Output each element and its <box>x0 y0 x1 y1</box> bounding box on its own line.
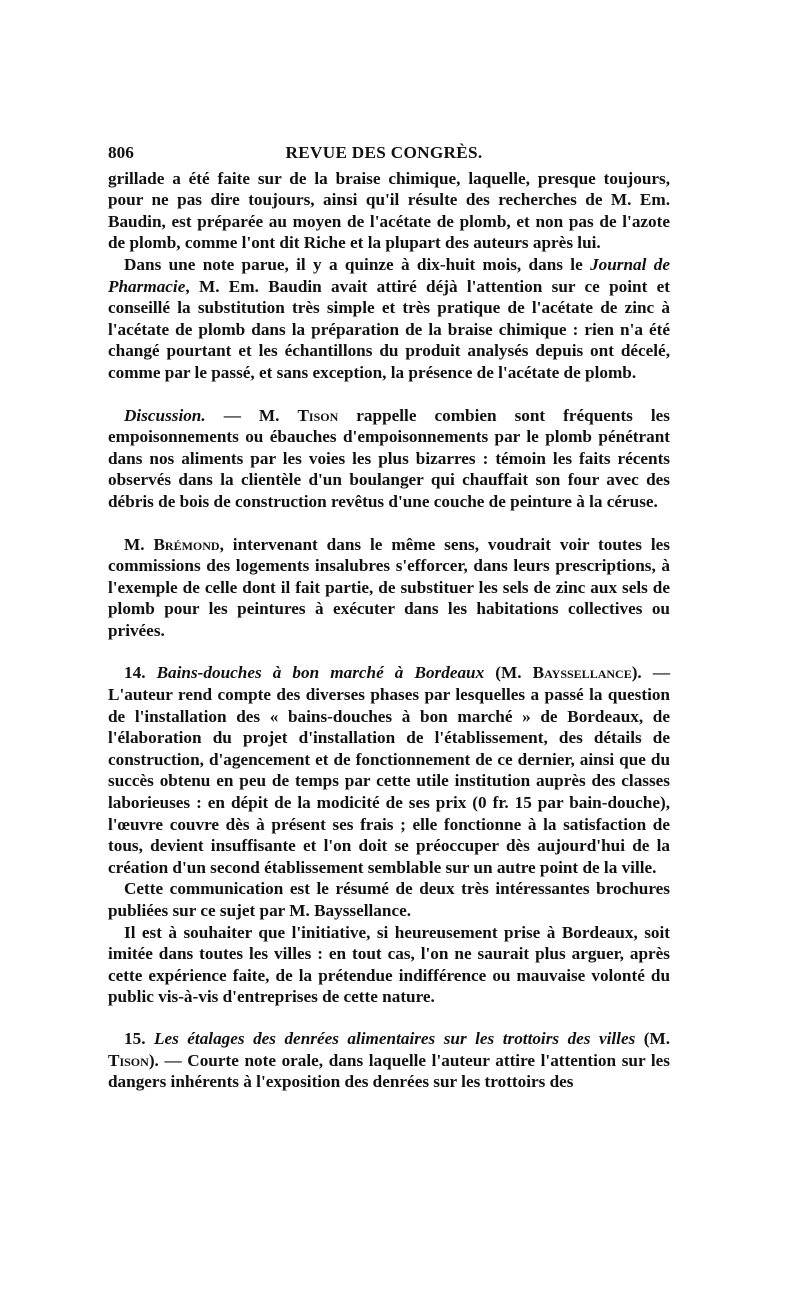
section-15-etalages: 15. Les étalages des denrées alimentaires sur les trottoirs des villes (M. Tison). — Courte note orale, dans laquelle l'auteur attire l'attention sur les dangers inhérents à l'exposition des denrées sur les trottoirs des <box>108 1028 671 1092</box>
section-title: Bains-douches à bon marché à Bordeaux <box>156 663 485 683</box>
paragraph-braise-chimique <box>108 168 670 254</box>
author-name: Bayssellance <box>532 663 632 683</box>
paragraph-note-baudin <box>108 254 670 384</box>
section-title: Les étalages des denrées alimentaires sur les trottoirs des villes <box>153 1028 636 1048</box>
section-number: 14. <box>124 663 157 683</box>
paragraph-bremond: M. Brémond, intervenant dans le même sens, voudrait voir toutes les commissions des logements insalubres s'efforcer, dans leurs prescriptions, à l'exemple de celle dont il fait partie, de substituer les sels de zinc aux sels de plomb pour les peintures à exécuter dans les habitations collectives ou privées. <box>108 534 670 640</box>
paragraph-text: rappelle combien sont fréquents les empoisonnements ou ébauches d'empoisonnements par le plomb pénétrant dans nos aliments par les voies les plus bizarres : témoin les faits récents observés dans la clientèle d'un boulanger qui chauffait son four avec des débris de bois de construction revêtus d'une couche de peinture à la céruse. <box>108 405 670 511</box>
paragraph-text: grillade a été faite sur de la braise chimique, laquelle, presque toujours, pour ne pas dire toujours, ainsi qu'il résulte des recherches de M. Em. Baudin, est préparée au moyen de l'acétate de plomb, et non pas de l'azote de plomb, comme l'ont dit Riche et la plupart des auteurs après lui. <box>108 168 670 253</box>
paragraph-text: ). — Courte note orale, dans laquelle l'auteur attire l'attention sur les dangers inhérents à l'exposition des denrées sur les trottoirs des <box>108 1050 670 1092</box>
paragraph-communication <box>108 878 670 921</box>
page-number: 806 <box>108 143 134 162</box>
speaker-name: Brémond <box>153 534 220 554</box>
paragraph-text: Il est à souhaiter que l'initiative, si heureusement prise à Bordeaux, soit imitée dans toutes les villes : en tout cas, l'on ne saurait plus arguer, après cette expérience faite, de la prétendue indifférence ou mauvaise volonté du public vis-à-vis d'entreprises de cette nature. <box>108 922 670 1007</box>
running-title: REVUE DES CONGRÈS. <box>285 143 483 162</box>
speaker-name: Tison <box>297 405 339 425</box>
page-header <box>108 142 670 164</box>
section-14-bains-douches: 14. Bains-douches à bon marché à Bordeaux (M. Bayssellance). — L'auteur rend compte des diverses phases par lesquelles a passé la question de l'installation des « bains-douches à bon marché » de Bordeaux, de l'élaboration du projet d'installation de l'établissement, des détails de construction, d'agencement et de fonctionnement de ce dernier, ainsi que du succès obtenu en peu de temps par cette utile institution auprès des classes laborieuses : en dépit de la modicité de ses prix (0 fr. 15 par bain-douche), l'œuvre couvre dès à présent ses frais ; elle fonctionne à la satisfaction de tous, devient insuffisante et l'on doit se préoccuper dès aujourd'hui de la création d'un second établissement semblable sur un autre point de la ville. <box>108 663 671 877</box>
paragraph-text: Cette communication est le résumé de deux très intéressantes brochures publiées sur ce sujet par M. Bayssellance. <box>108 879 670 920</box>
paragraph-text: Dans une note parue, il y a quinze à dix-huit mois, dans le <box>124 254 591 274</box>
paragraph-text: , intervenant dans le même sens, voudrait voir toutes les commissions des logements insalubres s'efforcer, dans leurs prescriptions, à l'exemple de celle dont il fait partie, de substituer les sels de zinc aux sels de plomb pour les peintures à exécuter dans les habitations collectives ou privées. <box>108 534 670 640</box>
paragraph-souhait <box>108 922 670 1008</box>
paragraph-discussion: Discussion. — M. Tison rappelle combien sont fréquents les empoisonnements ou ébauches d'empoisonnements par le plomb pénétrant dans nos aliments par les voies les plus bizarres : témoin les faits récents observés dans la clientèle d'un boulanger qui chauffait son four avec des débris de bois de construction revêtus d'une couche de peinture à la céruse. <box>108 405 670 511</box>
document-page <box>108 142 670 1093</box>
author-name: Tison <box>108 1050 149 1070</box>
paragraph-text: ). — L'auteur rend compte des diverses phases par lesquelles a passé la question de l'installation des « bains-douches à bon marché » de Bordeaux, de l'élaboration du projet d'installation de l'établissement, des détails de construction, d'agencement et de fonctionnement de ce dernier, ainsi que du succès obtenu en peu de temps par cette utile institution auprès des classes laborieuses : en dépit de la modicité de ses prix (0 fr. 15 par bain-douche), l'œuvre couvre dès à présent ses frais ; elle fonctionne à la satisfaction de tous, devient insuffisante et l'on doit se préoccuper dès aujourd'hui de la création d'un second établissement semblable sur un autre point de la ville. <box>108 663 671 877</box>
section-number: 15. <box>124 1028 154 1048</box>
journal-title: Journal de Pharmacie <box>108 254 670 296</box>
paragraph-text: , M. Em. Baudin avait attiré déjà l'attention sur ce point et conseillé la substitution très simple et très pratique de l'acétate de zinc à l'acétate de plomb dans la préparation de la braise chimique : rien n'a été changé pourtant et les échantillons du produit analysés depuis ont décelé, comme par le passé, et sans exception, la présence de l'acétate de plomb. <box>108 276 670 382</box>
discussion-label: Discussion. <box>124 405 206 425</box>
